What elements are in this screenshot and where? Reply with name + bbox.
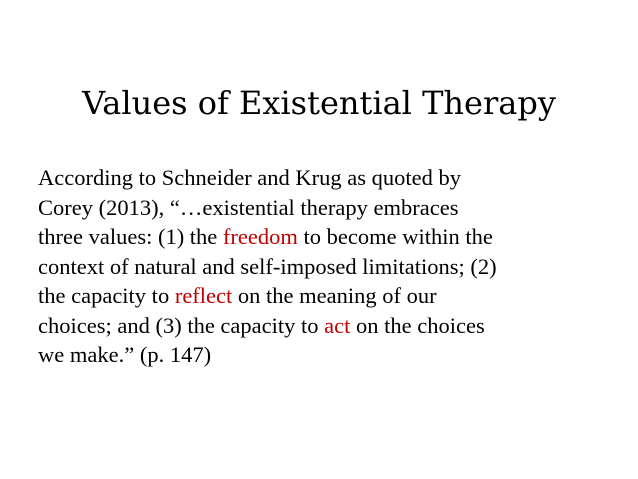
- body-line-3: [38, 222, 618, 252]
- body-line-1: According to Schneider and Krug as quoted by: [38, 165, 462, 190]
- body-line-4: context of natural and self-imposed limitations; (2): [38, 253, 497, 279]
- body-line-6-start: choices; and (3) the capacity to: [38, 312, 325, 338]
- body-line-3-start: three values: (1) the: [38, 224, 223, 249]
- body-line-5-end: on the meaning of our: [232, 283, 437, 308]
- highlight-act: act: [324, 312, 351, 338]
- body-line-5-start: the capacity to: [38, 283, 175, 308]
- slide-title: Values of Existential Therapy: [82, 84, 556, 122]
- highlight-freedom: freedom: [222, 224, 298, 249]
- body-line-6: [38, 311, 618, 341]
- body-line-3-end: to become within the: [297, 224, 493, 249]
- body-line-2: Corey (2013), “…existential therapy embraces: [38, 194, 459, 220]
- body-line-7: we make.” (p. 147): [38, 342, 212, 367]
- highlight-reflect: reflect: [174, 283, 233, 308]
- body-line-6-end: on the choices: [350, 312, 485, 338]
- body-line-5: [38, 281, 618, 311]
- slide-body-quote: [38, 163, 618, 370]
